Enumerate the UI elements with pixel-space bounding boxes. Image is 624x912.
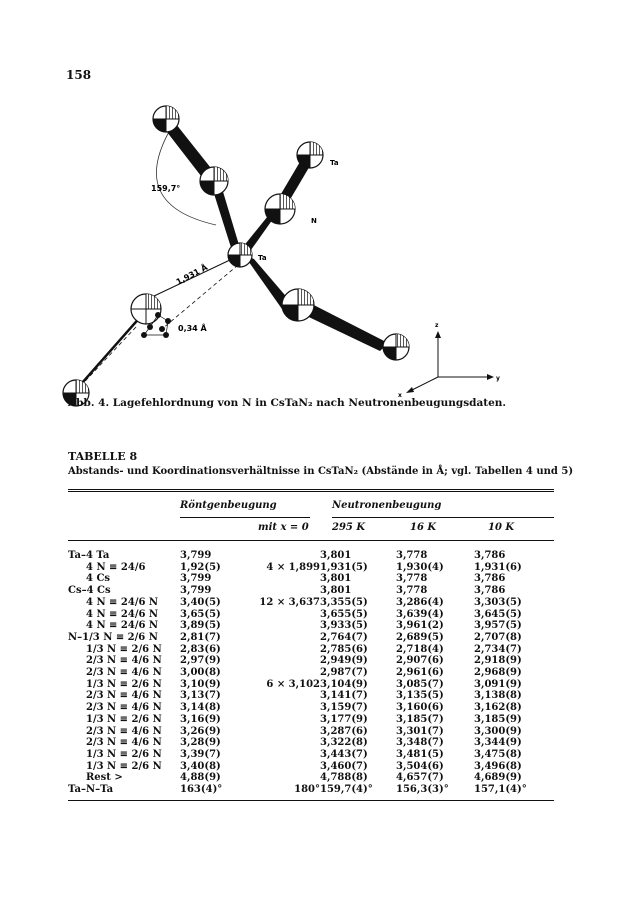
table-row: [68, 609, 540, 621]
neutron-16k-value: 3,135(5): [396, 690, 444, 702]
neutron-16k-value: 3,301(7): [396, 725, 444, 737]
xray-value: 3,40(8): [180, 760, 221, 772]
table-row: [68, 667, 540, 679]
neutron-10k-value: 3,138(8): [474, 690, 522, 702]
xray-value: 3,28(9): [180, 737, 221, 749]
header-xray: Röntgenbeugung: [180, 500, 277, 511]
xray-value: 3,40(5): [180, 596, 221, 608]
row-label: 1/3 N ≡ 2/6 N: [86, 760, 162, 772]
neutron-295k-value: 2,987(7): [320, 667, 368, 679]
page-number: 158: [66, 68, 92, 82]
atom-n-upper: [200, 167, 228, 195]
xray-value: 3,13(7): [180, 690, 221, 702]
table-bottom-rule: [68, 800, 554, 801]
mit-x0-value: [240, 573, 320, 585]
atom-ta-top-right: [297, 142, 323, 168]
xray-value: 3,39(7): [180, 748, 221, 760]
mit-x0-value: [240, 761, 320, 773]
neutron-10k-value: 3,957(5): [474, 620, 522, 632]
neutron-10k-value: 3,185(9): [474, 713, 522, 725]
atom-label-n: N: [311, 217, 317, 225]
neutron-295k-value: 3,322(8): [320, 737, 368, 749]
mit-x0-value: [240, 620, 320, 632]
table-row: [68, 761, 540, 773]
table-row: [68, 644, 540, 656]
table-row: [68, 772, 540, 784]
xray-value: 2,97(9): [180, 655, 221, 667]
table-row: [68, 585, 540, 597]
neutron-295k-value: 3,801: [320, 573, 352, 585]
neutron-295k-value: 3,655(5): [320, 608, 368, 620]
neutron-16k-value: 2,718(4): [396, 643, 444, 655]
neutron-295k-value: 3,801: [320, 550, 352, 561]
atom-n-right: [265, 194, 295, 224]
distance-table: [68, 550, 540, 796]
neutron-10k-value: 2,918(9): [474, 655, 522, 667]
mit-x0-value: 4 × 1,899: [266, 561, 320, 573]
neutron-295k-value: 3,801: [320, 585, 352, 597]
xray-value: 3,799: [180, 550, 212, 561]
xray-value: 1,92(5): [180, 561, 221, 573]
table-row: [68, 632, 540, 644]
table-row: [68, 562, 540, 574]
mit-x0-value: [240, 644, 320, 656]
row-label: 2/3 N ≡ 4/6 N: [86, 655, 162, 667]
atom-ta-top-left: [153, 106, 179, 132]
neutron-10k-value: 3,496(8): [474, 760, 522, 772]
neutron-16k-value: 3,185(7): [396, 713, 444, 725]
row-label: 1/3 N ≡ 2/6 N: [86, 678, 162, 690]
neutron-295k-value: 3,933(5): [320, 620, 368, 632]
row-label: 4 N ≡ 24/6 N: [86, 608, 159, 620]
xray-value: 3,89(5): [180, 620, 221, 632]
table-row: [68, 726, 540, 738]
atom-n-lower-right: [282, 289, 314, 321]
mit-x0-value: [240, 749, 320, 761]
neutron-10k-value: 1,931(6): [474, 561, 522, 573]
neutron-295k-value: 159,7(4)°: [320, 784, 373, 796]
table-row: [68, 714, 540, 726]
row-label: 2/3 N ≡ 4/6 N: [86, 702, 162, 714]
neutron-16k-value: 156,3(3)°: [396, 784, 449, 796]
xray-value: 3,10(9): [180, 678, 221, 690]
atom-label-ta-top: Ta: [330, 159, 339, 167]
table-row: [68, 655, 540, 667]
neutron-16k-value: 2,689(5): [396, 631, 444, 643]
table-row: [68, 573, 540, 585]
row-label: 2/3 N ≡ 4/6 N: [86, 690, 162, 702]
neutron-10k-value: 3,786: [474, 573, 506, 585]
table-top-rule-2: [68, 491, 554, 492]
header-10: 10 K: [488, 522, 515, 533]
table-row: [68, 550, 540, 562]
neutron-10k-value: 3,786: [474, 585, 506, 597]
displacement-label: 0,34 Å: [178, 324, 207, 333]
neutron-10k-value: 157,1(4)°: [474, 784, 527, 796]
neutron-295k-value: 3,355(5): [320, 596, 368, 608]
neutron-295k-value: 3,159(7): [320, 702, 368, 714]
table-row: [68, 690, 540, 702]
row-label: Ta–N–Ta: [68, 784, 114, 796]
neutron-10k-value: 3,645(5): [474, 608, 522, 620]
neutron-16k-value: 3,639(4): [396, 608, 444, 620]
neutron-10k-value: 3,300(9): [474, 725, 522, 737]
neutron-16k-value: 2,961(6): [396, 667, 444, 679]
table-title: TABELLE 8: [68, 450, 138, 463]
neutron-10k-value: 2,968(9): [474, 667, 522, 679]
table-row: [68, 749, 540, 761]
neutron-295k-value: 3,177(9): [320, 713, 368, 725]
mit-x0-value: [240, 655, 320, 667]
neutron-295k-value: 2,785(6): [320, 643, 368, 655]
neutron-295k-value: 3,443(7): [320, 748, 368, 760]
row-label: 2/3 N ≡ 4/6 N: [86, 725, 162, 737]
bond-length-label: 1,931 Å: [174, 262, 210, 287]
mit-x0-value: [240, 667, 320, 679]
atom-ta-lower-right: [383, 334, 409, 360]
neutron-16k-value: 1,930(4): [396, 561, 444, 573]
structure-figure: [58, 95, 528, 415]
neutron-295k-value: 3,460(7): [320, 760, 368, 772]
angle-label: 159,7°: [151, 184, 181, 193]
neutron-10k-value: 3,303(5): [474, 596, 522, 608]
axes-indicator: [406, 331, 494, 393]
table-header-rule: [68, 540, 554, 541]
mit-x0-value: [240, 714, 320, 726]
neutron-16k-value: 3,085(7): [396, 678, 444, 690]
xray-value: 163(4)°: [180, 784, 223, 796]
neutron-295k-value: 4,788(8): [320, 772, 368, 784]
header-xray-underline: [180, 517, 310, 518]
neutron-16k-value: 3,160(6): [396, 702, 444, 714]
axis-label-x: x: [398, 392, 402, 399]
atom-ta-center: [228, 243, 252, 267]
mit-x0-value: [240, 702, 320, 714]
mit-x0-value: 6 × 3,102: [266, 678, 320, 690]
xray-value: 3,799: [180, 585, 212, 597]
row-label: Ta–4 Ta: [68, 550, 110, 561]
neutron-16k-value: 3,778: [396, 573, 428, 585]
table-row: [68, 620, 540, 632]
neutron-295k-value: 2,764(7): [320, 631, 368, 643]
row-label: 4 N ≡ 24/6 N: [86, 620, 159, 632]
mit-x0-value: [240, 690, 320, 702]
row-label: 1/3 N ≡ 2/6 N: [86, 713, 162, 725]
neutron-295k-value: 3,287(6): [320, 725, 368, 737]
figure-caption: Abb. 4. Lagefehlordnung von N in CsTaN₂ nach Neutronenbeugungsdaten.: [68, 397, 507, 409]
row-label: Rest >: [86, 772, 123, 784]
mit-x0-value: [240, 550, 320, 562]
mit-x0-value: [240, 609, 320, 621]
axis-label-z: z: [435, 322, 439, 329]
neutron-10k-value: 3,475(8): [474, 748, 522, 760]
row-label: Cs–4 Cs: [68, 585, 111, 597]
xray-value: 3,14(8): [180, 702, 221, 714]
mit-x0-value: [240, 632, 320, 644]
table-row: [68, 679, 540, 691]
mit-x0-value: [240, 772, 320, 784]
atom-n-disordered: [131, 294, 171, 338]
table-row: [68, 597, 540, 609]
neutron-10k-value: 4,689(9): [474, 772, 522, 784]
row-label: 4 N ≡ 24/6: [86, 561, 146, 573]
neutron-295k-value: 3,141(7): [320, 690, 368, 702]
neutron-10k-value: 3,344(9): [474, 737, 522, 749]
table-top-rule: [68, 489, 554, 490]
neutron-16k-value: 3,481(5): [396, 748, 444, 760]
xray-value: 3,26(9): [180, 725, 221, 737]
xray-value: 3,16(9): [180, 713, 221, 725]
neutron-295k-value: 3,104(9): [320, 678, 368, 690]
row-label: 1/3 N ≡ 2/6 N: [86, 748, 162, 760]
neutron-295k-value: 2,949(9): [320, 655, 368, 667]
header-neutron-underline: [332, 517, 554, 518]
xray-value: 3,65(5): [180, 608, 221, 620]
mit-x0-value: 180°: [294, 784, 320, 796]
neutron-16k-value: 3,961(2): [396, 620, 444, 632]
mit-x0-value: [240, 726, 320, 738]
neutron-10k-value: 3,786: [474, 550, 506, 561]
xray-value: 4,88(9): [180, 772, 221, 784]
neutron-10k-value: 2,734(7): [474, 643, 522, 655]
table-subtitle: Abstands- und Koordinationsverhältnisse in CsTaN₂ (Abstände in Å; vgl. Tabellen 4 und 5): [68, 466, 574, 477]
row-label: 2/3 N ≡ 4/6 N: [86, 737, 162, 749]
row-label: 4 N ≡ 24/6 N: [86, 596, 159, 608]
neutron-16k-value: 3,286(4): [396, 596, 444, 608]
xray-value: 2,83(6): [180, 643, 221, 655]
mit-x0-value: 12 × 3,637: [259, 596, 320, 608]
header-mit: mit x = 0: [258, 522, 309, 533]
row-label: 4 Cs: [86, 573, 111, 585]
table-row: [68, 784, 540, 796]
neutron-295k-value: 1,931(5): [320, 561, 368, 573]
atom-label-ta-center: Ta: [258, 254, 267, 262]
axis-label-y: y: [496, 375, 500, 382]
neutron-10k-value: 2,707(8): [474, 631, 522, 643]
neutron-10k-value: 3,091(9): [474, 678, 522, 690]
neutron-16k-value: 3,778: [396, 550, 428, 561]
header-295: 295 K: [332, 522, 366, 533]
header-neutron: Neutronenbeugung: [332, 500, 442, 511]
table-row: [68, 737, 540, 749]
xray-value: 2,81(7): [180, 631, 221, 643]
xray-value: 3,799: [180, 573, 212, 585]
row-label: 1/3 N ≡ 2/6 N: [86, 643, 162, 655]
mit-x0-value: [240, 737, 320, 749]
neutron-10k-value: 3,162(8): [474, 702, 522, 714]
header-16: 16 K: [410, 522, 437, 533]
neutron-16k-value: 3,778: [396, 585, 428, 597]
mit-x0-value: [240, 585, 320, 597]
table-row: [68, 702, 540, 714]
row-label: 2/3 N ≡ 4/6 N: [86, 667, 162, 679]
neutron-16k-value: 3,504(6): [396, 760, 444, 772]
row-label: N–1/3 N ≡ 2/6 N: [68, 631, 158, 643]
neutron-16k-value: 2,907(6): [396, 655, 444, 667]
neutron-16k-value: 3,348(7): [396, 737, 444, 749]
xray-value: 3,00(8): [180, 667, 221, 679]
neutron-16k-value: 4,657(7): [396, 772, 444, 784]
